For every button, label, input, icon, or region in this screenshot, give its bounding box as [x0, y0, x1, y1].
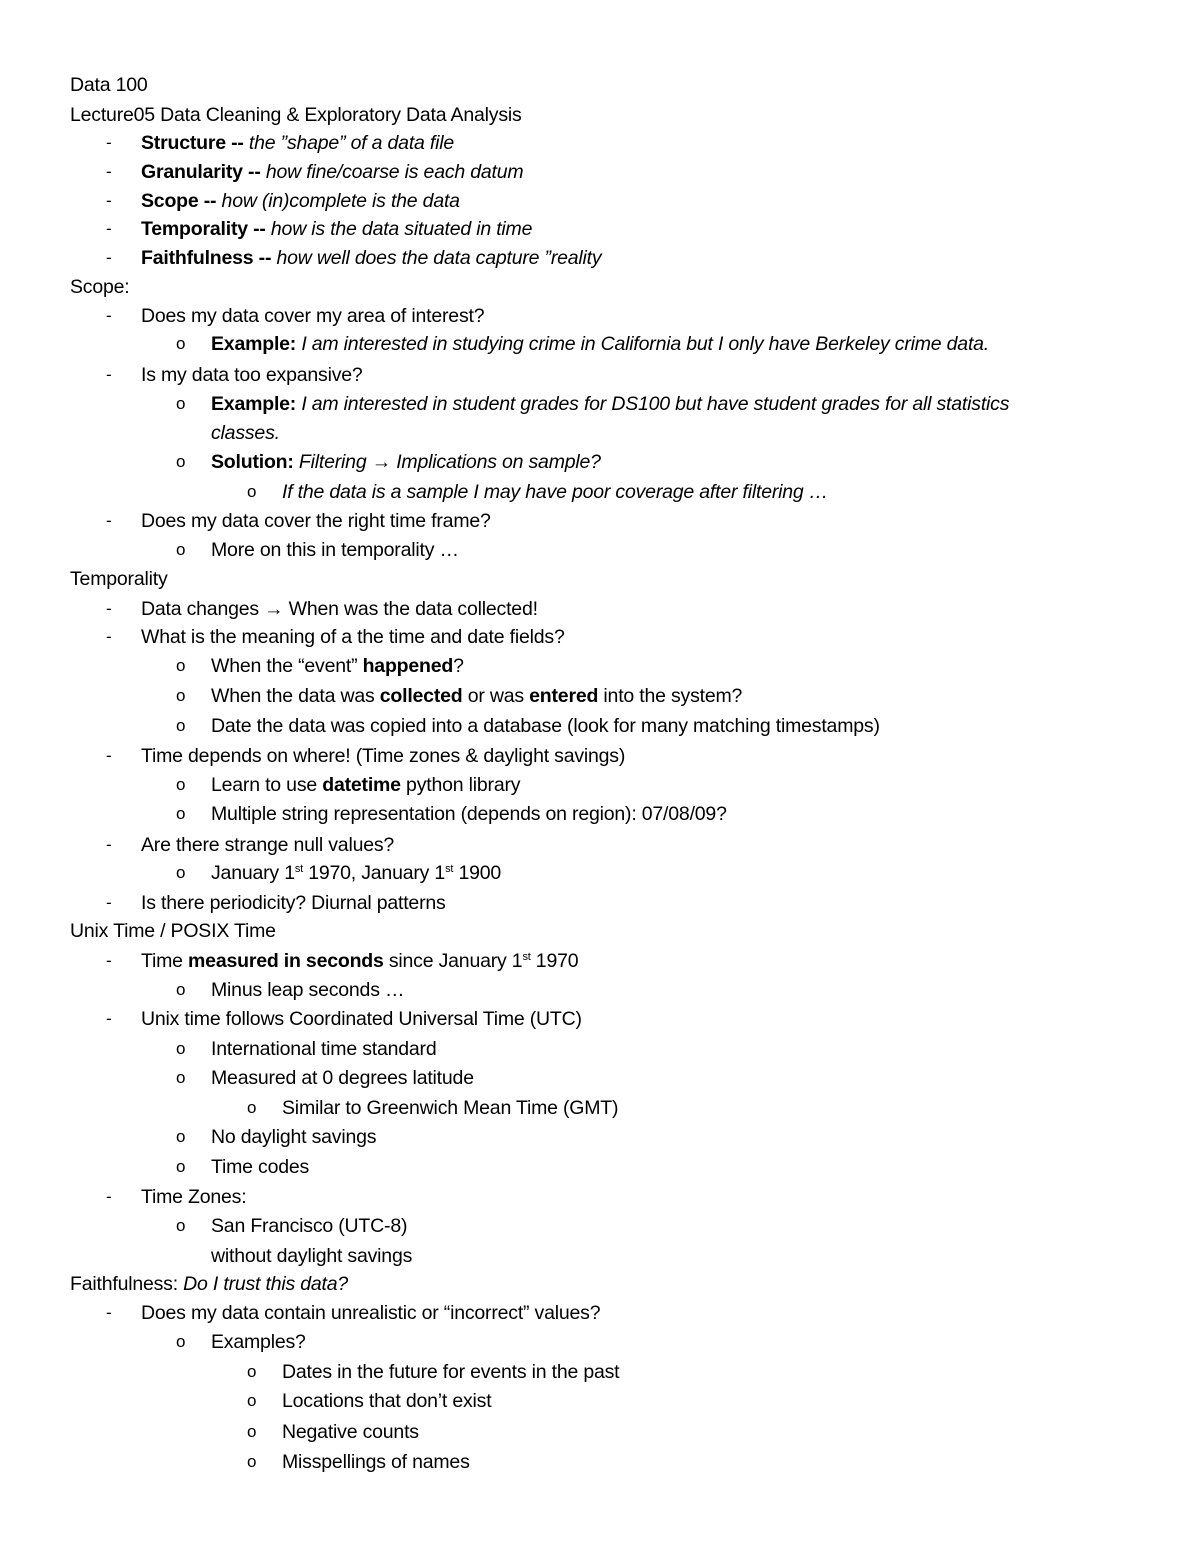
- line-text: [70, 74, 148, 96]
- line-text: [211, 978, 404, 1002]
- text-run: Granularity --: [141, 161, 266, 183]
- text-run: Time codes: [211, 1156, 310, 1178]
- text-run: I am interested in studying crime in California but I only have Berkeley crime data.: [301, 333, 990, 355]
- section-heading: [70, 919, 276, 943]
- text-run: I am interested in student grades for DS100 but have student grades for all statistics: [301, 393, 1010, 415]
- line-text: [211, 1330, 306, 1354]
- line-text: [211, 1155, 309, 1179]
- text-run: Measured at 0 degrees latitude: [211, 1067, 474, 1089]
- line-text: [211, 1037, 437, 1061]
- text-run: Example:: [211, 333, 302, 355]
- text-run: Time Zones:: [141, 1186, 247, 1208]
- text-run: Implications on sample?: [391, 451, 601, 473]
- text-run: Date the data was copied into a database (look for many matching timestamps): [211, 715, 880, 737]
- line-text: [141, 509, 491, 533]
- line-text: [141, 217, 532, 241]
- line-text: [70, 1273, 348, 1295]
- text-run: Is my data too expansive?: [141, 364, 363, 386]
- line-text: [282, 480, 828, 504]
- line-text: [211, 538, 459, 562]
- circle-bullet: o: [176, 804, 186, 823]
- text-run: classes.: [211, 422, 280, 444]
- text-run: python library: [400, 774, 521, 796]
- line-text: [141, 891, 446, 915]
- circle-bullet: o: [176, 980, 186, 999]
- dash-bullet: -: [106, 835, 112, 854]
- text-run: →: [371, 451, 391, 473]
- line-text: [70, 568, 168, 590]
- text-run: 1970: [530, 950, 579, 972]
- text-run: When the “event”: [211, 655, 363, 677]
- text-run: No daylight savings: [211, 1126, 377, 1148]
- dash-bullet: -: [106, 893, 112, 912]
- text-run: how fine/coarse is each datum: [265, 161, 524, 183]
- text-run: Data 100: [70, 74, 148, 96]
- circle-bullet: o: [176, 716, 186, 735]
- text-run: Similar to Greenwich Mean Time (GMT): [282, 1097, 619, 1119]
- text-run: Temporality --: [141, 218, 271, 240]
- dash-bullet: -: [106, 133, 112, 152]
- circle-bullet: o: [176, 1332, 186, 1351]
- circle-bullet: o: [247, 1452, 257, 1471]
- text-run: Scope --: [141, 190, 222, 212]
- text-run: More on this in temporality …: [211, 539, 459, 561]
- text-run: San Francisco (UTC-8): [211, 1215, 408, 1237]
- text-run: how is the data situated in time: [270, 218, 533, 240]
- line-text: [211, 332, 989, 356]
- text-run: datetime: [322, 774, 401, 796]
- line-text: [282, 1360, 619, 1384]
- dash-bullet: -: [106, 248, 112, 267]
- line-text: [141, 949, 578, 973]
- text-run: the ”shape” of a data file: [248, 132, 455, 154]
- text-run: Do I trust this data?: [183, 1273, 349, 1295]
- line-text: [211, 654, 464, 678]
- text-run: Temporality: [70, 568, 168, 590]
- text-run: Unix time follows Coordinated Universal Time (UTC): [141, 1008, 582, 1030]
- dash-bullet: -: [106, 365, 112, 384]
- line-text: [141, 363, 363, 387]
- text-run: collected: [379, 685, 463, 707]
- text-run: Faithfulness --: [141, 247, 277, 269]
- text-run: Are there strange null values?: [141, 834, 395, 856]
- line-text: [211, 802, 727, 826]
- text-run: →: [264, 598, 284, 620]
- text-run: If the data is a sample I may have poor coverage after filtering …: [282, 481, 829, 503]
- text-run: What is the meaning of a the time and date fields?: [141, 626, 565, 648]
- text-run: January 1: [211, 862, 295, 884]
- line-text: [211, 1066, 474, 1090]
- line-text: [141, 246, 601, 270]
- circle-bullet: o: [176, 1216, 186, 1235]
- text-run: Time: [141, 950, 189, 972]
- line-text: [211, 421, 280, 445]
- dash-bullet: -: [106, 162, 112, 181]
- line-text: [141, 131, 454, 155]
- text-run: entered: [529, 685, 599, 707]
- dash-bullet: -: [106, 746, 112, 765]
- text-run: Lecture05 Data Cleaning & Exploratory Data Analysis: [70, 104, 522, 126]
- circle-bullet: o: [176, 452, 186, 471]
- circle-bullet: o: [176, 540, 186, 559]
- circle-bullet: o: [176, 1157, 186, 1176]
- text-run: Structure --: [141, 132, 249, 154]
- circle-bullet: o: [176, 1068, 186, 1087]
- text-run: Examples?: [211, 1331, 306, 1353]
- line-text: [141, 189, 460, 213]
- circle-bullet: o: [247, 1362, 257, 1381]
- circle-bullet: o: [176, 686, 186, 705]
- circle-bullet: o: [247, 482, 257, 501]
- text-run: Dates in the future for events in the past: [282, 1361, 620, 1383]
- line-text: [141, 1185, 246, 1209]
- line-text: [70, 104, 522, 126]
- line-text: [282, 1096, 618, 1120]
- line-text: [141, 304, 484, 328]
- text-run: happened: [362, 655, 454, 677]
- text-run: since January 1: [383, 950, 523, 972]
- text-run: Time depends on where! (Time zones & daylight savings): [141, 745, 626, 767]
- dash-bullet: -: [106, 219, 112, 238]
- dash-bullet: -: [106, 1303, 112, 1322]
- text-run: Faithfulness:: [70, 1273, 184, 1295]
- text-run: When the data was: [211, 685, 380, 707]
- line-text: [211, 1125, 376, 1149]
- text-run: Unix Time / POSIX Time: [70, 920, 276, 942]
- section-heading: [70, 103, 522, 127]
- dash-bullet: -: [106, 306, 112, 325]
- text-run: Data changes: [141, 598, 265, 620]
- text-run: Minus leap seconds …: [211, 979, 405, 1001]
- circle-bullet: o: [247, 1391, 257, 1410]
- text-run: or was: [462, 685, 530, 707]
- text-run: Example:: [211, 393, 302, 415]
- line-text: [141, 597, 538, 621]
- section-heading: [70, 567, 168, 591]
- text-run: 1900: [453, 862, 502, 884]
- line-text: [141, 833, 394, 857]
- line-text: [211, 773, 520, 797]
- text-run: Learn to use: [211, 774, 323, 796]
- text-run: Does my data contain unrealistic or “incorrect” values?: [141, 1302, 601, 1324]
- line-text: [211, 861, 501, 885]
- text-run: Scope:: [70, 276, 130, 298]
- line-text: [211, 1244, 412, 1268]
- text-run: Multiple string representation (depends on region): 07/08/09?: [211, 803, 727, 825]
- text-run: into the system?: [598, 685, 743, 707]
- dash-bullet: -: [106, 627, 112, 646]
- circle-bullet: o: [176, 863, 186, 882]
- line-text: [141, 160, 523, 184]
- line-text: [211, 714, 880, 738]
- circle-bullet: o: [176, 1039, 186, 1058]
- line-text: [141, 1301, 600, 1325]
- circle-bullet: o: [176, 775, 186, 794]
- line-text: [282, 1420, 419, 1444]
- line-text: [211, 1214, 407, 1238]
- text-run: 1970, January 1: [303, 862, 446, 884]
- line-text: [141, 625, 565, 649]
- text-run: Negative counts: [282, 1421, 419, 1443]
- text-run: Is there periodicity? Diurnal patterns: [141, 892, 446, 914]
- circle-bullet: o: [176, 394, 186, 413]
- text-run: Does my data cover the right time frame?: [141, 510, 491, 532]
- text-run: When was the data collected!: [283, 598, 538, 620]
- line-text: [282, 1389, 491, 1413]
- text-run: Misspellings of names: [282, 1451, 470, 1473]
- dash-bullet: -: [106, 191, 112, 210]
- text-run: st: [522, 951, 531, 963]
- line-text: [211, 450, 601, 474]
- text-run: Filtering: [298, 451, 372, 473]
- dash-bullet: -: [106, 599, 112, 618]
- dash-bullet: -: [106, 1009, 112, 1028]
- text-run: ?: [453, 655, 464, 677]
- text-run: st: [445, 863, 454, 875]
- line-text: [70, 920, 276, 942]
- text-run: Does my data cover my area of interest?: [141, 305, 485, 327]
- circle-bullet: o: [176, 656, 186, 675]
- text-run: measured in seconds: [188, 950, 384, 972]
- text-run: how well does the data capture ”reality: [276, 247, 602, 269]
- section-heading: [70, 275, 130, 299]
- line-text: [282, 1450, 470, 1474]
- text-run: st: [294, 863, 303, 875]
- circle-bullet: o: [247, 1098, 257, 1117]
- circle-bullet: o: [176, 1127, 186, 1146]
- text-run: International time standard: [211, 1038, 437, 1060]
- circle-bullet: o: [176, 334, 186, 353]
- dash-bullet: -: [106, 1187, 112, 1206]
- circle-bullet: o: [247, 1422, 257, 1441]
- text-run: Solution:: [211, 451, 299, 473]
- line-text: [70, 276, 130, 298]
- line-text: [211, 684, 742, 708]
- dash-bullet: -: [106, 511, 112, 530]
- section-heading: [70, 73, 148, 97]
- dash-bullet: -: [106, 951, 112, 970]
- line-text: [211, 392, 1009, 416]
- line-text: [141, 1007, 582, 1031]
- text-run: Locations that don’t exist: [282, 1390, 492, 1412]
- section-heading: [70, 1272, 348, 1296]
- text-run: how (in)complete is the data: [221, 190, 460, 212]
- line-text: [141, 744, 625, 768]
- text-run: without daylight savings: [211, 1245, 413, 1267]
